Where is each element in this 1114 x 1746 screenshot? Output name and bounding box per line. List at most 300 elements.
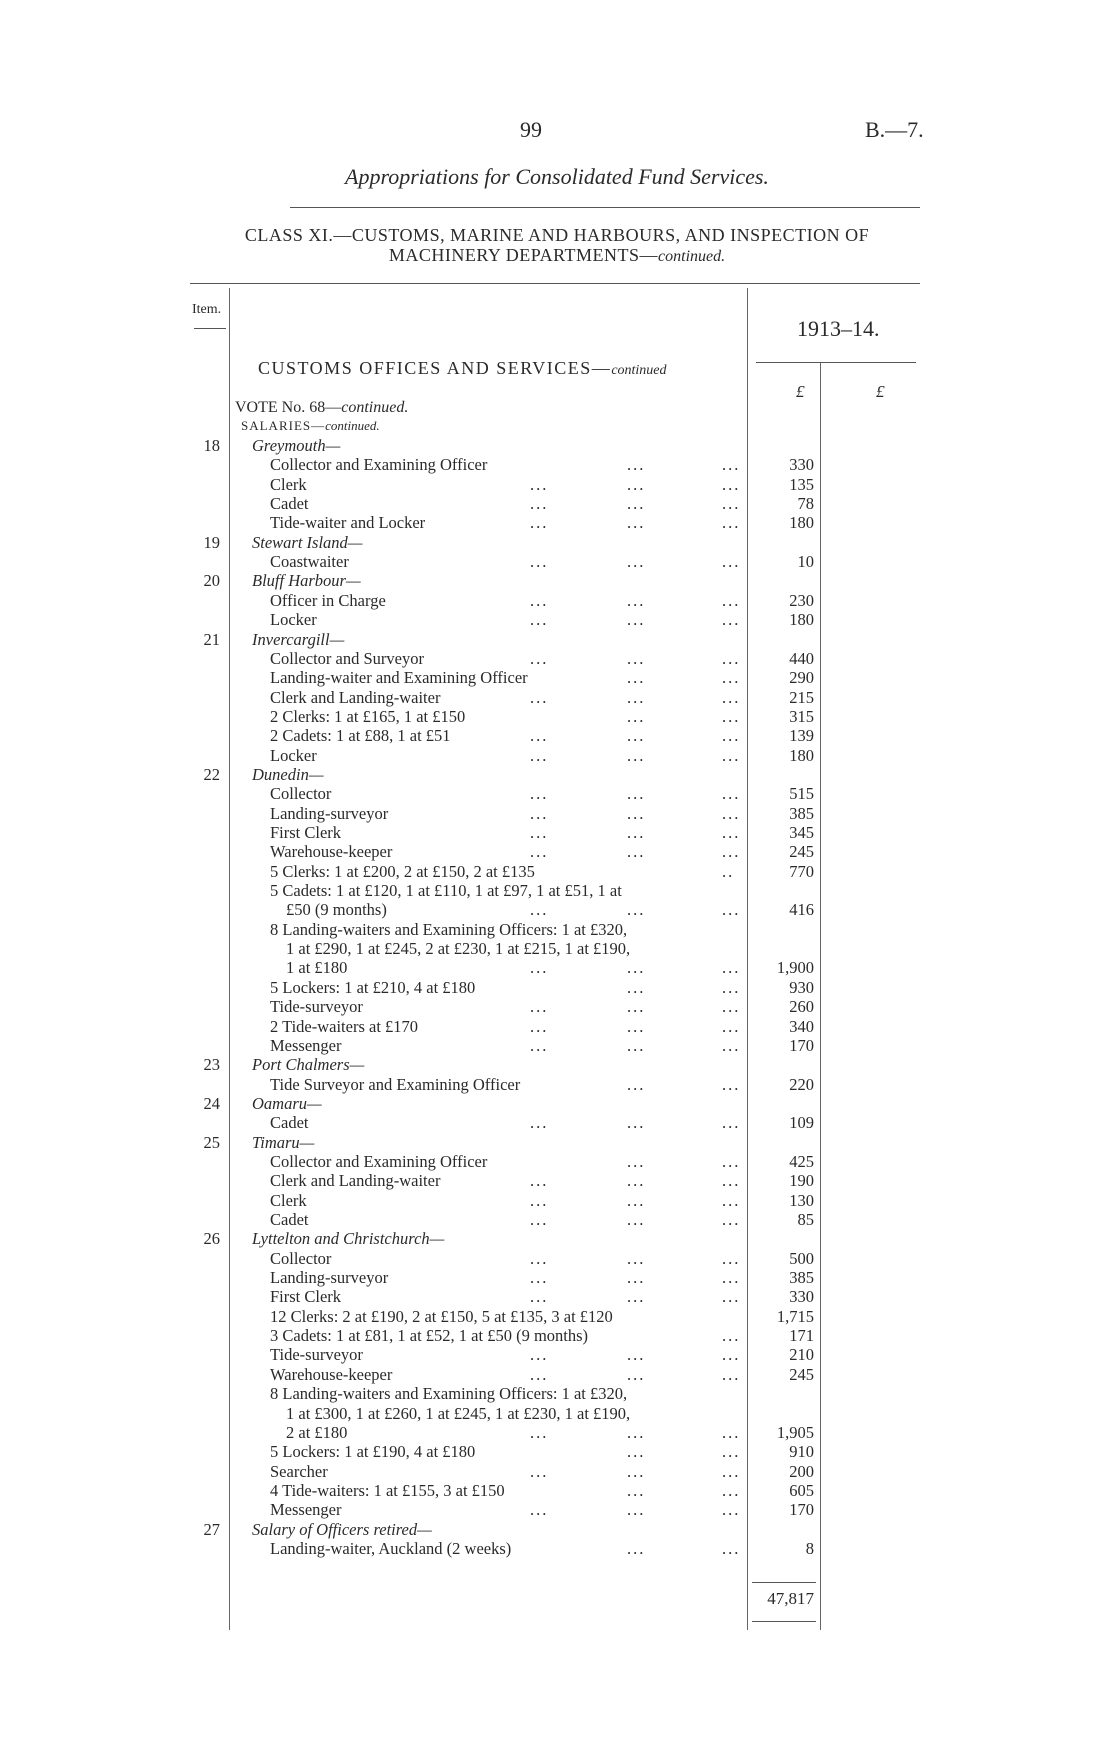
leader-dots: ... (722, 668, 741, 688)
leader-dots: ... (530, 900, 549, 920)
table-row (0, 881, 1114, 900)
leader-dots: ... (530, 590, 549, 610)
row-description: 1 at £290, 1 at £245, 2 at £230, 1 at £215, 1 at £190, (286, 939, 631, 959)
leader-dots: ... (530, 1248, 549, 1268)
leader-dots: ... (627, 494, 646, 514)
leader-dots: ... (530, 1113, 549, 1133)
leader-dots: ... (627, 1480, 646, 1500)
row-amount: 130 (789, 1190, 814, 1210)
leader-dots: ... (722, 552, 741, 572)
row-description: 5 Clerks: 1 at £200, 2 at £150, 2 at £135 (270, 861, 535, 881)
row-description: 1 at £300, 1 at £260, 1 at £245, 1 at £230, 1 at £190, (286, 1403, 631, 1423)
leader-dots: ... (722, 1538, 741, 1558)
table-row (0, 804, 1114, 823)
leader-dots: ... (627, 1345, 646, 1365)
leader-dots: ... (530, 1035, 549, 1055)
row-description: 2 at £180 (286, 1422, 348, 1442)
row-amount: 85 (797, 1210, 814, 1229)
row-description: Warehouse-keeper (270, 842, 393, 862)
leader-dots: ... (530, 784, 549, 804)
page-number: 99 (520, 117, 542, 142)
vote-continued: continued. (341, 399, 409, 416)
leader-dots: ... (530, 997, 549, 1017)
leader-dots: ... (530, 1500, 549, 1520)
table-row (0, 1520, 1114, 1539)
row-amount: 340 (789, 1016, 814, 1036)
row-amount: 315 (789, 706, 814, 726)
leader-dots: ... (722, 1326, 741, 1346)
leader-dots: ... (627, 823, 646, 842)
table-row (0, 436, 1114, 455)
location-heading: Port Chalmers— (252, 1055, 365, 1075)
row-description: 2 Tide-waiters at £170 (270, 1016, 419, 1036)
row-description: 8 Landing-waiters and Examining Officers: 1 at £320, (270, 919, 628, 939)
row-amount: 345 (789, 823, 814, 842)
leader-dots: ... (627, 1500, 646, 1520)
location-heading: Bluff Harbour— (252, 571, 361, 591)
row-amount: 230 (789, 590, 814, 610)
leader-dots: ... (722, 1190, 741, 1210)
item-number: 22 (203, 764, 220, 784)
table-row (0, 1287, 1114, 1306)
leader-dots: ... (627, 1190, 646, 1210)
leader-dots: ... (627, 1268, 646, 1288)
class-heading-line1: CLASS XI.—CUSTOMS, MARINE AND HARBOURS, AND INSPECTION OF (244, 225, 870, 245)
row-amount: 1,900 (776, 958, 814, 978)
page-title: Appropriations for Consolidated Fund Services. (345, 164, 769, 189)
row-description: 2 Cadets: 1 at £88, 1 at £51 (270, 726, 451, 746)
row-description: 12 Clerks: 2 at £190, 2 at £150, 5 at £135, 3 at £120 (270, 1306, 613, 1326)
leader-dots: ... (627, 668, 646, 688)
leader-dots: ... (722, 1287, 741, 1307)
table-row (0, 746, 1114, 765)
row-amount: 180 (789, 610, 814, 630)
leader-dots: ... (722, 610, 741, 630)
row-amount: 440 (789, 648, 814, 668)
row-description: 1 at £180 (286, 958, 348, 978)
leader-dots: ... (530, 552, 549, 572)
row-amount: 245 (789, 842, 814, 862)
row-description: Coastwaiter (270, 552, 349, 572)
table-row (0, 1210, 1114, 1229)
salaries-heading (241, 418, 380, 434)
location-heading: Stewart Island— (252, 532, 363, 552)
total-rule-top (752, 1582, 816, 1583)
leader-dots: ... (627, 958, 646, 978)
row-description: Collector and Examining Officer (270, 455, 488, 475)
row-amount: 500 (789, 1248, 814, 1268)
table-row (0, 1423, 1114, 1442)
leader-dots: ... (627, 1074, 646, 1094)
row-description: Officer in Charge (270, 590, 386, 610)
leader-dots: ... (722, 706, 741, 726)
leader-dots: ... (627, 1364, 646, 1384)
table-row (0, 1055, 1114, 1074)
row-description: Collector (270, 1248, 332, 1268)
salaries-label: SALARIES— (241, 418, 326, 433)
row-description: Searcher (270, 1461, 328, 1481)
row-description: Landing-surveyor (270, 1268, 389, 1288)
item-column-header: Item. (192, 302, 222, 317)
total-rule-bottom (752, 1621, 816, 1622)
row-description: 5 Lockers: 1 at £210, 4 at £180 (270, 977, 476, 997)
row-amount: 170 (789, 1035, 814, 1055)
leader-dots: ... (722, 1035, 741, 1055)
table-row (0, 1404, 1114, 1423)
leader-dots: ... (627, 1422, 646, 1442)
row-amount: 425 (789, 1151, 814, 1171)
row-description: Clerk and Landing-waiter (270, 687, 441, 707)
leader-dots: ... (722, 455, 741, 475)
leader-dots: ... (627, 784, 646, 804)
leader-dots: ... (722, 977, 741, 997)
leader-dots: ... (530, 1016, 549, 1036)
location-heading: Invercargill— (252, 629, 345, 649)
table-top-rule (190, 283, 920, 284)
location-heading: Oamaru— (252, 1093, 322, 1113)
table-row (0, 513, 1114, 532)
leader-dots: ... (627, 726, 646, 746)
leader-dots: ... (627, 1151, 646, 1171)
row-description: 5 Lockers: 1 at £190, 4 at £180 (270, 1442, 476, 1462)
leader-dots: ... (530, 1268, 549, 1288)
row-amount: 385 (789, 1268, 814, 1288)
table-row (0, 1500, 1114, 1519)
row-amount: 135 (789, 474, 814, 494)
leader-dots: ... (627, 455, 646, 475)
row-description: Locker (270, 610, 317, 630)
leader-dots: ... (722, 900, 741, 920)
leader-dots: ... (530, 958, 549, 978)
leader-dots: ... (722, 474, 741, 494)
table-row (0, 1133, 1114, 1152)
table-row (0, 1307, 1114, 1326)
table-row (0, 823, 1114, 842)
leader-dots: ... (722, 1461, 741, 1481)
table-row (0, 784, 1114, 803)
leader-dots: ... (722, 1074, 741, 1094)
leader-dots: ... (530, 610, 549, 630)
leader-dots: .. (722, 861, 735, 881)
row-description: Tide Surveyor and Examining Officer (270, 1074, 521, 1094)
table-row (0, 1094, 1114, 1113)
table-row (0, 533, 1114, 552)
leader-dots: ... (530, 494, 549, 514)
row-description: Messenger (270, 1035, 342, 1055)
leader-dots: ... (722, 1268, 741, 1288)
row-description: Collector (270, 784, 332, 804)
leader-dots: ... (722, 1171, 741, 1191)
table-row (0, 688, 1114, 707)
table-row (0, 1268, 1114, 1287)
row-description: Landing-waiter and Examining Officer (270, 668, 528, 688)
leader-dots: ... (722, 1210, 741, 1229)
leader-dots: ... (627, 1171, 646, 1191)
table-row (0, 1229, 1114, 1248)
row-description: Clerk (270, 1190, 307, 1210)
location-heading: Lyttelton and Christchurch— (252, 1229, 445, 1249)
leader-dots: ... (627, 590, 646, 610)
leader-dots: ... (722, 1248, 741, 1268)
leader-dots: ... (530, 648, 549, 668)
table-row (0, 668, 1114, 687)
row-description: Collector and Surveyor (270, 648, 424, 668)
leader-dots: ... (627, 513, 646, 533)
row-description: 8 Landing-waiters and Examining Officers: 1 at £320, (270, 1384, 628, 1404)
year-column-header: 1913–14. (797, 316, 880, 341)
row-amount: 290 (789, 668, 814, 688)
table-row (0, 591, 1114, 610)
leader-dots: ... (722, 842, 741, 862)
pound-column-header-1: £ (796, 382, 805, 401)
leader-dots: ... (722, 1442, 741, 1462)
location-heading: Greymouth— (252, 436, 341, 455)
table-row (0, 475, 1114, 494)
row-amount: 190 (789, 1171, 814, 1191)
row-amount: 180 (789, 745, 814, 765)
leader-dots: ... (627, 1035, 646, 1055)
location-heading: Dunedin— (252, 764, 324, 784)
leader-dots: ... (722, 823, 741, 842)
table-row (0, 920, 1114, 939)
leader-dots: ... (627, 803, 646, 823)
table-row (0, 1152, 1114, 1171)
item-number: 24 (203, 1093, 220, 1113)
row-amount: 180 (789, 513, 814, 533)
leader-dots: ... (530, 1287, 549, 1307)
leader-dots: ... (627, 1538, 646, 1558)
row-amount: 416 (789, 900, 814, 920)
row-description: Landing-waiter, Auckland (2 weeks) (270, 1538, 512, 1558)
leader-dots: ... (627, 610, 646, 630)
leader-dots: ... (627, 900, 646, 920)
class-heading-main: MACHINERY DEPARTMENTS— (388, 245, 659, 265)
section-continued: continued (611, 363, 667, 378)
leader-dots: ... (722, 648, 741, 668)
leader-dots: ... (722, 958, 741, 978)
year-underline-rule (756, 362, 916, 363)
table-row (0, 1036, 1114, 1055)
pound-column-header-2: £ (876, 382, 885, 401)
total-amount: 47,817 (767, 1589, 814, 1608)
leader-dots: ... (530, 842, 549, 862)
table-row (0, 1539, 1114, 1558)
leader-dots: ... (722, 803, 741, 823)
leader-dots: ... (627, 552, 646, 572)
leader-dots: ... (530, 745, 549, 765)
row-amount: 770 (789, 861, 814, 881)
table-row (0, 1113, 1114, 1132)
leader-dots: ... (627, 474, 646, 494)
table-row (0, 939, 1114, 958)
leader-dots: ... (722, 1016, 741, 1036)
leader-dots: ... (627, 706, 646, 726)
table-row (0, 455, 1114, 474)
leader-dots: ... (722, 1480, 741, 1500)
vote-heading (235, 399, 408, 417)
leader-dots: ... (722, 1422, 741, 1442)
class-heading-line2 (0, 245, 1114, 266)
row-amount: 10 (797, 552, 814, 572)
table-row (0, 1481, 1114, 1500)
table-row (0, 1365, 1114, 1384)
table-row (0, 1326, 1114, 1345)
leader-dots: ... (627, 1442, 646, 1462)
row-description: Clerk (270, 474, 307, 494)
row-amount: 8 (805, 1538, 814, 1558)
table-row (0, 1345, 1114, 1364)
table-row (0, 707, 1114, 726)
leader-dots: ... (627, 687, 646, 707)
row-amount: 171 (789, 1326, 814, 1346)
leader-dots: ... (722, 1500, 741, 1520)
row-amount: 385 (789, 803, 814, 823)
leader-dots: ... (722, 997, 741, 1017)
leader-dots: ... (722, 1113, 741, 1133)
item-number: 21 (203, 629, 220, 649)
table-row (0, 862, 1114, 881)
row-amount: 930 (789, 977, 814, 997)
table-row (0, 630, 1114, 649)
row-amount: 200 (789, 1461, 814, 1481)
leader-dots: ... (722, 1364, 741, 1384)
row-description: Clerk and Landing-waiter (270, 1171, 441, 1191)
leader-dots: ... (627, 648, 646, 668)
leader-dots: ... (530, 474, 549, 494)
row-description: Cadet (270, 1210, 309, 1229)
row-description: 2 Clerks: 1 at £165, 1 at £150 (270, 706, 466, 726)
table-row (0, 958, 1114, 977)
title-rule (290, 207, 920, 208)
location-heading: Salary of Officers retired— (252, 1519, 432, 1539)
table-row (0, 649, 1114, 668)
row-description: Messenger (270, 1500, 342, 1520)
row-description: First Clerk (270, 1287, 342, 1307)
row-amount: 210 (789, 1345, 814, 1365)
item-header-underline (194, 328, 226, 329)
leader-dots: ... (627, 977, 646, 997)
table-row (0, 610, 1114, 629)
row-amount: 1,715 (776, 1306, 814, 1326)
leader-dots: ... (627, 1210, 646, 1229)
leader-dots: ... (627, 1287, 646, 1307)
row-amount: 605 (789, 1480, 814, 1500)
table-row (0, 1249, 1114, 1268)
table-row (0, 1017, 1114, 1036)
row-amount: 515 (789, 784, 814, 804)
table-row (0, 726, 1114, 745)
leader-dots: ... (530, 1461, 549, 1481)
row-amount: 1,905 (776, 1422, 814, 1442)
row-amount: 139 (789, 726, 814, 746)
leader-dots: ... (627, 997, 646, 1017)
table-row (0, 1462, 1114, 1481)
row-amount: 910 (789, 1442, 814, 1462)
leader-dots: ... (722, 494, 741, 514)
table-row (0, 1442, 1114, 1461)
item-number: 23 (203, 1055, 220, 1075)
leader-dots: ... (722, 726, 741, 746)
leader-dots: ... (627, 842, 646, 862)
row-description: Tide-surveyor (270, 997, 363, 1017)
leader-dots: ... (627, 1461, 646, 1481)
vote-label: VOTE No. 68— (235, 399, 342, 416)
table-row (0, 1075, 1114, 1094)
row-amount: 109 (789, 1113, 814, 1133)
leader-dots: ... (530, 823, 549, 842)
leader-dots: ... (627, 1113, 646, 1133)
row-description: Collector and Examining Officer (270, 1151, 488, 1171)
table-row (0, 900, 1114, 919)
row-description: Warehouse-keeper (270, 1364, 393, 1384)
row-description: Locker (270, 745, 317, 765)
table-row (0, 1384, 1114, 1403)
leader-dots: ... (627, 1016, 646, 1036)
location-heading: Timaru— (252, 1132, 315, 1152)
section-heading (258, 358, 667, 379)
row-amount: 215 (789, 687, 814, 707)
leader-dots: ... (530, 513, 549, 533)
row-description: First Clerk (270, 823, 342, 842)
section-title: CUSTOMS OFFICES AND SERVICES— (258, 358, 612, 378)
row-description: Landing-surveyor (270, 803, 389, 823)
table-row (0, 997, 1114, 1016)
leader-dots: ... (627, 745, 646, 765)
leader-dots: ... (530, 1171, 549, 1191)
row-description: 5 Cadets: 1 at £120, 1 at £110, 1 at £97, 1 at £51, 1 at (270, 881, 622, 901)
table-row (0, 571, 1114, 590)
leader-dots: ... (627, 1248, 646, 1268)
row-description: Cadet (270, 1113, 309, 1133)
table-row (0, 552, 1114, 571)
row-description: £50 (9 months) (286, 900, 387, 920)
table-row (0, 765, 1114, 784)
row-amount: 170 (789, 1500, 814, 1520)
row-description: Tide-waiter and Locker (270, 513, 426, 533)
row-amount: 260 (789, 997, 814, 1017)
row-amount: 330 (789, 1287, 814, 1307)
leader-dots: ... (722, 1345, 741, 1365)
row-description: Cadet (270, 494, 309, 514)
leader-dots: ... (722, 590, 741, 610)
leader-dots: ... (530, 1345, 549, 1365)
leader-dots: ... (530, 726, 549, 746)
leader-dots: ... (722, 784, 741, 804)
item-number: 25 (203, 1132, 220, 1152)
table-row (0, 1171, 1114, 1190)
table-row (0, 978, 1114, 997)
row-amount: 78 (797, 494, 814, 514)
table-row (0, 494, 1114, 513)
item-number: 18 (203, 436, 220, 455)
row-amount: 330 (789, 455, 814, 475)
leader-dots: ... (530, 1364, 549, 1384)
row-amount: 245 (789, 1364, 814, 1384)
table-row (0, 842, 1114, 861)
leader-dots: ... (530, 687, 549, 707)
leader-dots: ... (722, 687, 741, 707)
document-reference: B.—7. (865, 117, 924, 142)
leader-dots: ... (530, 803, 549, 823)
row-description: Tide-surveyor (270, 1345, 363, 1365)
leader-dots: ... (530, 1190, 549, 1210)
salaries-continued: continued. (325, 418, 380, 433)
row-description: 3 Cadets: 1 at £81, 1 at £52, 1 at £50 (9 months) (270, 1326, 589, 1346)
row-amount: 220 (789, 1074, 814, 1094)
leader-dots: ... (722, 1151, 741, 1171)
item-number: 26 (203, 1229, 220, 1249)
leader-dots: ... (530, 1422, 549, 1442)
